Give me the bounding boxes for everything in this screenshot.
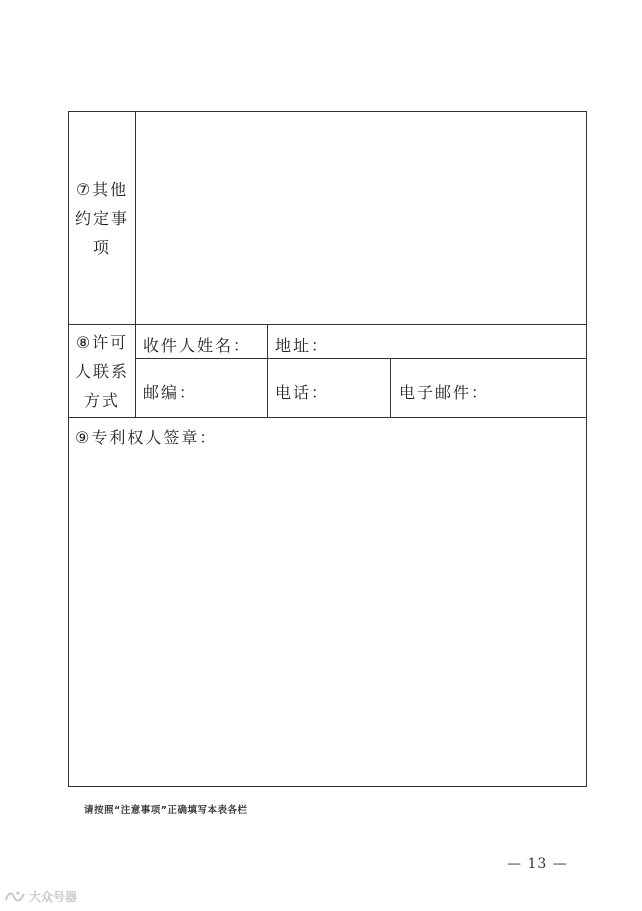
section7-bottom-border [69, 324, 586, 325]
page-number: — 13 — [507, 856, 568, 872]
phone-label: 电话： [275, 383, 330, 402]
section8-col-divider-2 [390, 358, 391, 417]
section8-col-divider-1 [267, 324, 268, 417]
email-label: 电子邮件： [399, 383, 490, 402]
watermark [4, 888, 77, 905]
watermark-text: 大众号器 [29, 890, 78, 904]
section7-label [69, 175, 135, 262]
license-form-table [68, 111, 587, 787]
recipient-name-label: 收件人姓名： [143, 336, 252, 355]
phone-field[interactable] [275, 383, 329, 403]
section7-label-line2: 约定事 [74, 209, 129, 228]
section8-row-divider [135, 358, 586, 359]
postcode-field[interactable] [143, 383, 197, 403]
other-agreed-matters-field[interactable] [137, 112, 586, 323]
address-label: 地址： [275, 336, 330, 355]
email-field[interactable] [399, 383, 489, 403]
section7-label-line1: ⑦其他 [75, 180, 129, 199]
address-field[interactable] [275, 336, 329, 356]
section8-label [69, 328, 135, 415]
logo-mark-icon [4, 890, 26, 904]
section8-bottom-border [69, 417, 586, 418]
patentee-signature-label: ⑨专利权人签章： [75, 428, 218, 447]
section8-label-line2: 人联系 [74, 362, 129, 381]
section8-label-line1: ⑧许可 [75, 333, 129, 352]
form-footnote: 请按照“注意事项”正确填写本表各栏 [84, 805, 248, 816]
section7-label-line3: 项 [92, 238, 111, 257]
postcode-label: 邮编： [143, 383, 198, 402]
recipient-name-field[interactable] [143, 336, 251, 356]
patentee-signature-field[interactable] [69, 454, 586, 784]
section8-label-line3: 方式 [83, 391, 120, 410]
